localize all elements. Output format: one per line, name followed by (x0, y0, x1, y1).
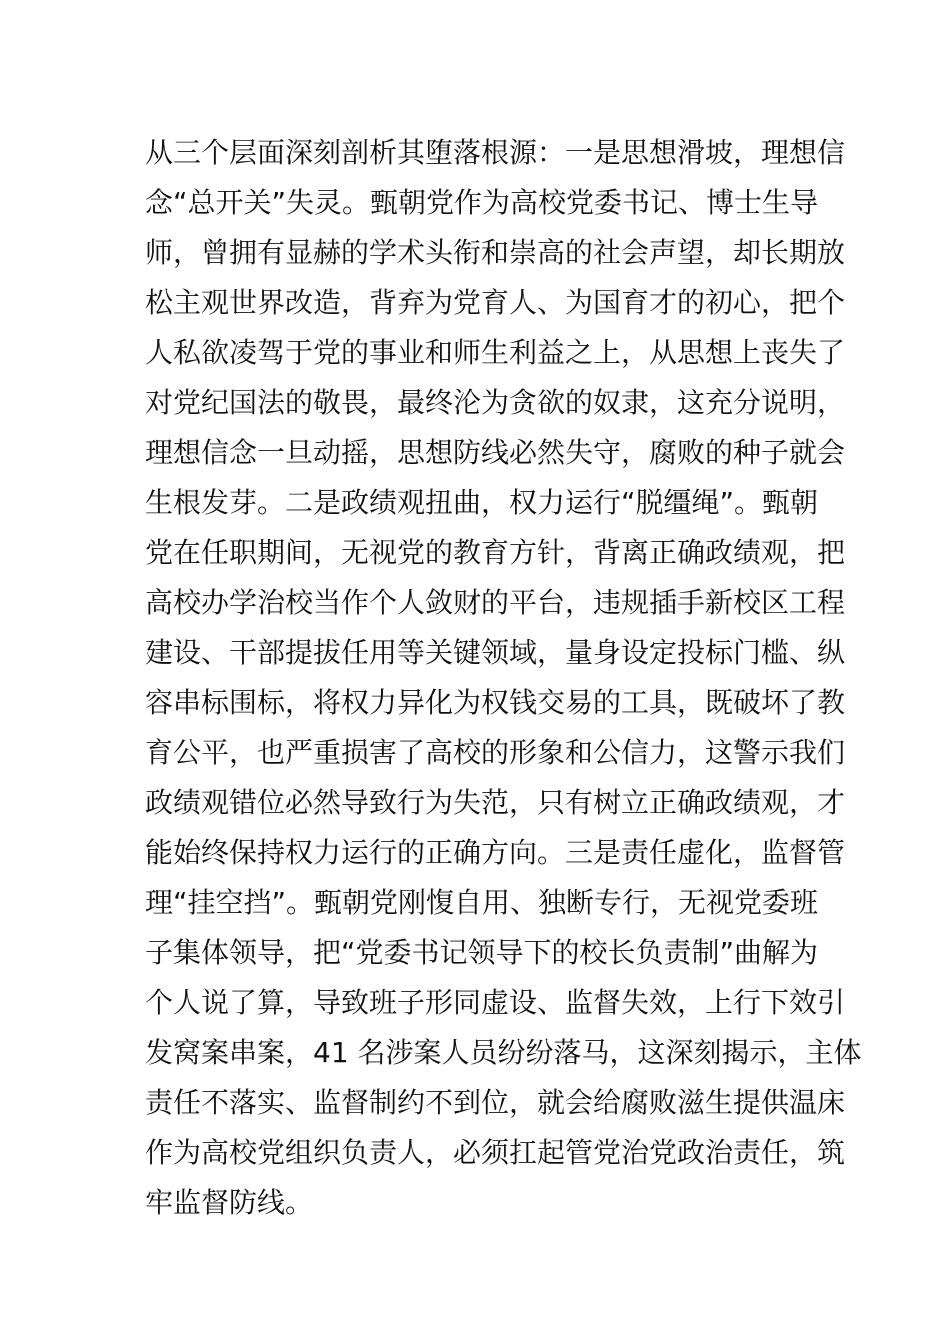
text-line-22: 牢监督防线。 (145, 1186, 314, 1219)
text-line-16: 理“挂空挡”。甄朝党刚愎自用、独断专行，无视党委班 (145, 886, 819, 919)
text-line-2: 念“总开关”失灵。甄朝党作为高校党委书记、博士生导 (145, 186, 819, 219)
body-paragraph (145, 128, 862, 1228)
text-line-21: 作为高校党组织负责人，必须扛起管党治党政治责任，筑 (145, 1136, 846, 1169)
text-line-14: 政绩观错位必然导致行为失范，只有树立正确政绩观，才 (145, 786, 846, 819)
text-line-12: 容串标围标，将权力异化为权钱交易的工具，既破坏了教 (145, 686, 846, 719)
text-line-19: 发窝案串案，41 名涉案人员纷纷落马，这深刻揭示，主体 (145, 1036, 862, 1069)
text-line-5: 人私欲凌驾于党的事业和师生利益之上，从思想上丧失了 (145, 336, 846, 369)
text-line-4: 松主观世界改造，背弃为党育人、为国育才的初心，把个 (145, 286, 846, 319)
text-line-20: 责任不落实、监督制约不到位，就会给腐败滋生提供温床 (145, 1086, 846, 1119)
text-line-6: 对党纪国法的敬畏，最终沦为贪欲的奴隶，这充分说明， (145, 386, 846, 419)
text-line-10: 高校办学治校当作个人敛财的平台，违规插手新校区工程 (145, 586, 846, 619)
text-line-15: 能始终保持权力运行的正确方向。三是责任虚化，监督管 (145, 836, 846, 869)
text-line-18: 个人说了算，导致班子形同虚设、监督失效，上行下效引 (145, 986, 846, 1019)
text-line-17: 子集体领导，把“党委书记领导下的校长负责制”曲解为 (145, 936, 819, 969)
text-line-13: 育公平，也严重损害了高校的形象和公信力，这警示我们 (145, 736, 846, 769)
text-line-9: 党在任职期间，无视党的教育方针，背离正确政绩观，把 (145, 536, 846, 569)
text-line-8: 生根发芽。二是政绩观扭曲，权力运行“脱缰绳”。甄朝 (145, 486, 819, 519)
text-line-11: 建设、干部提拔任用等关键领域，量身设定投标门槛、纵 (145, 636, 846, 669)
text-line-7: 理想信念一旦动摇，思想防线必然失守，腐败的种子就会 (145, 436, 846, 469)
text-line-1: 从三个层面深刻剖析其堕落根源：一是思想滑坡，理想信 (145, 136, 846, 169)
text-line-3: 师，曾拥有显赫的学术头衔和崇高的社会声望，却长期放 (145, 236, 846, 269)
